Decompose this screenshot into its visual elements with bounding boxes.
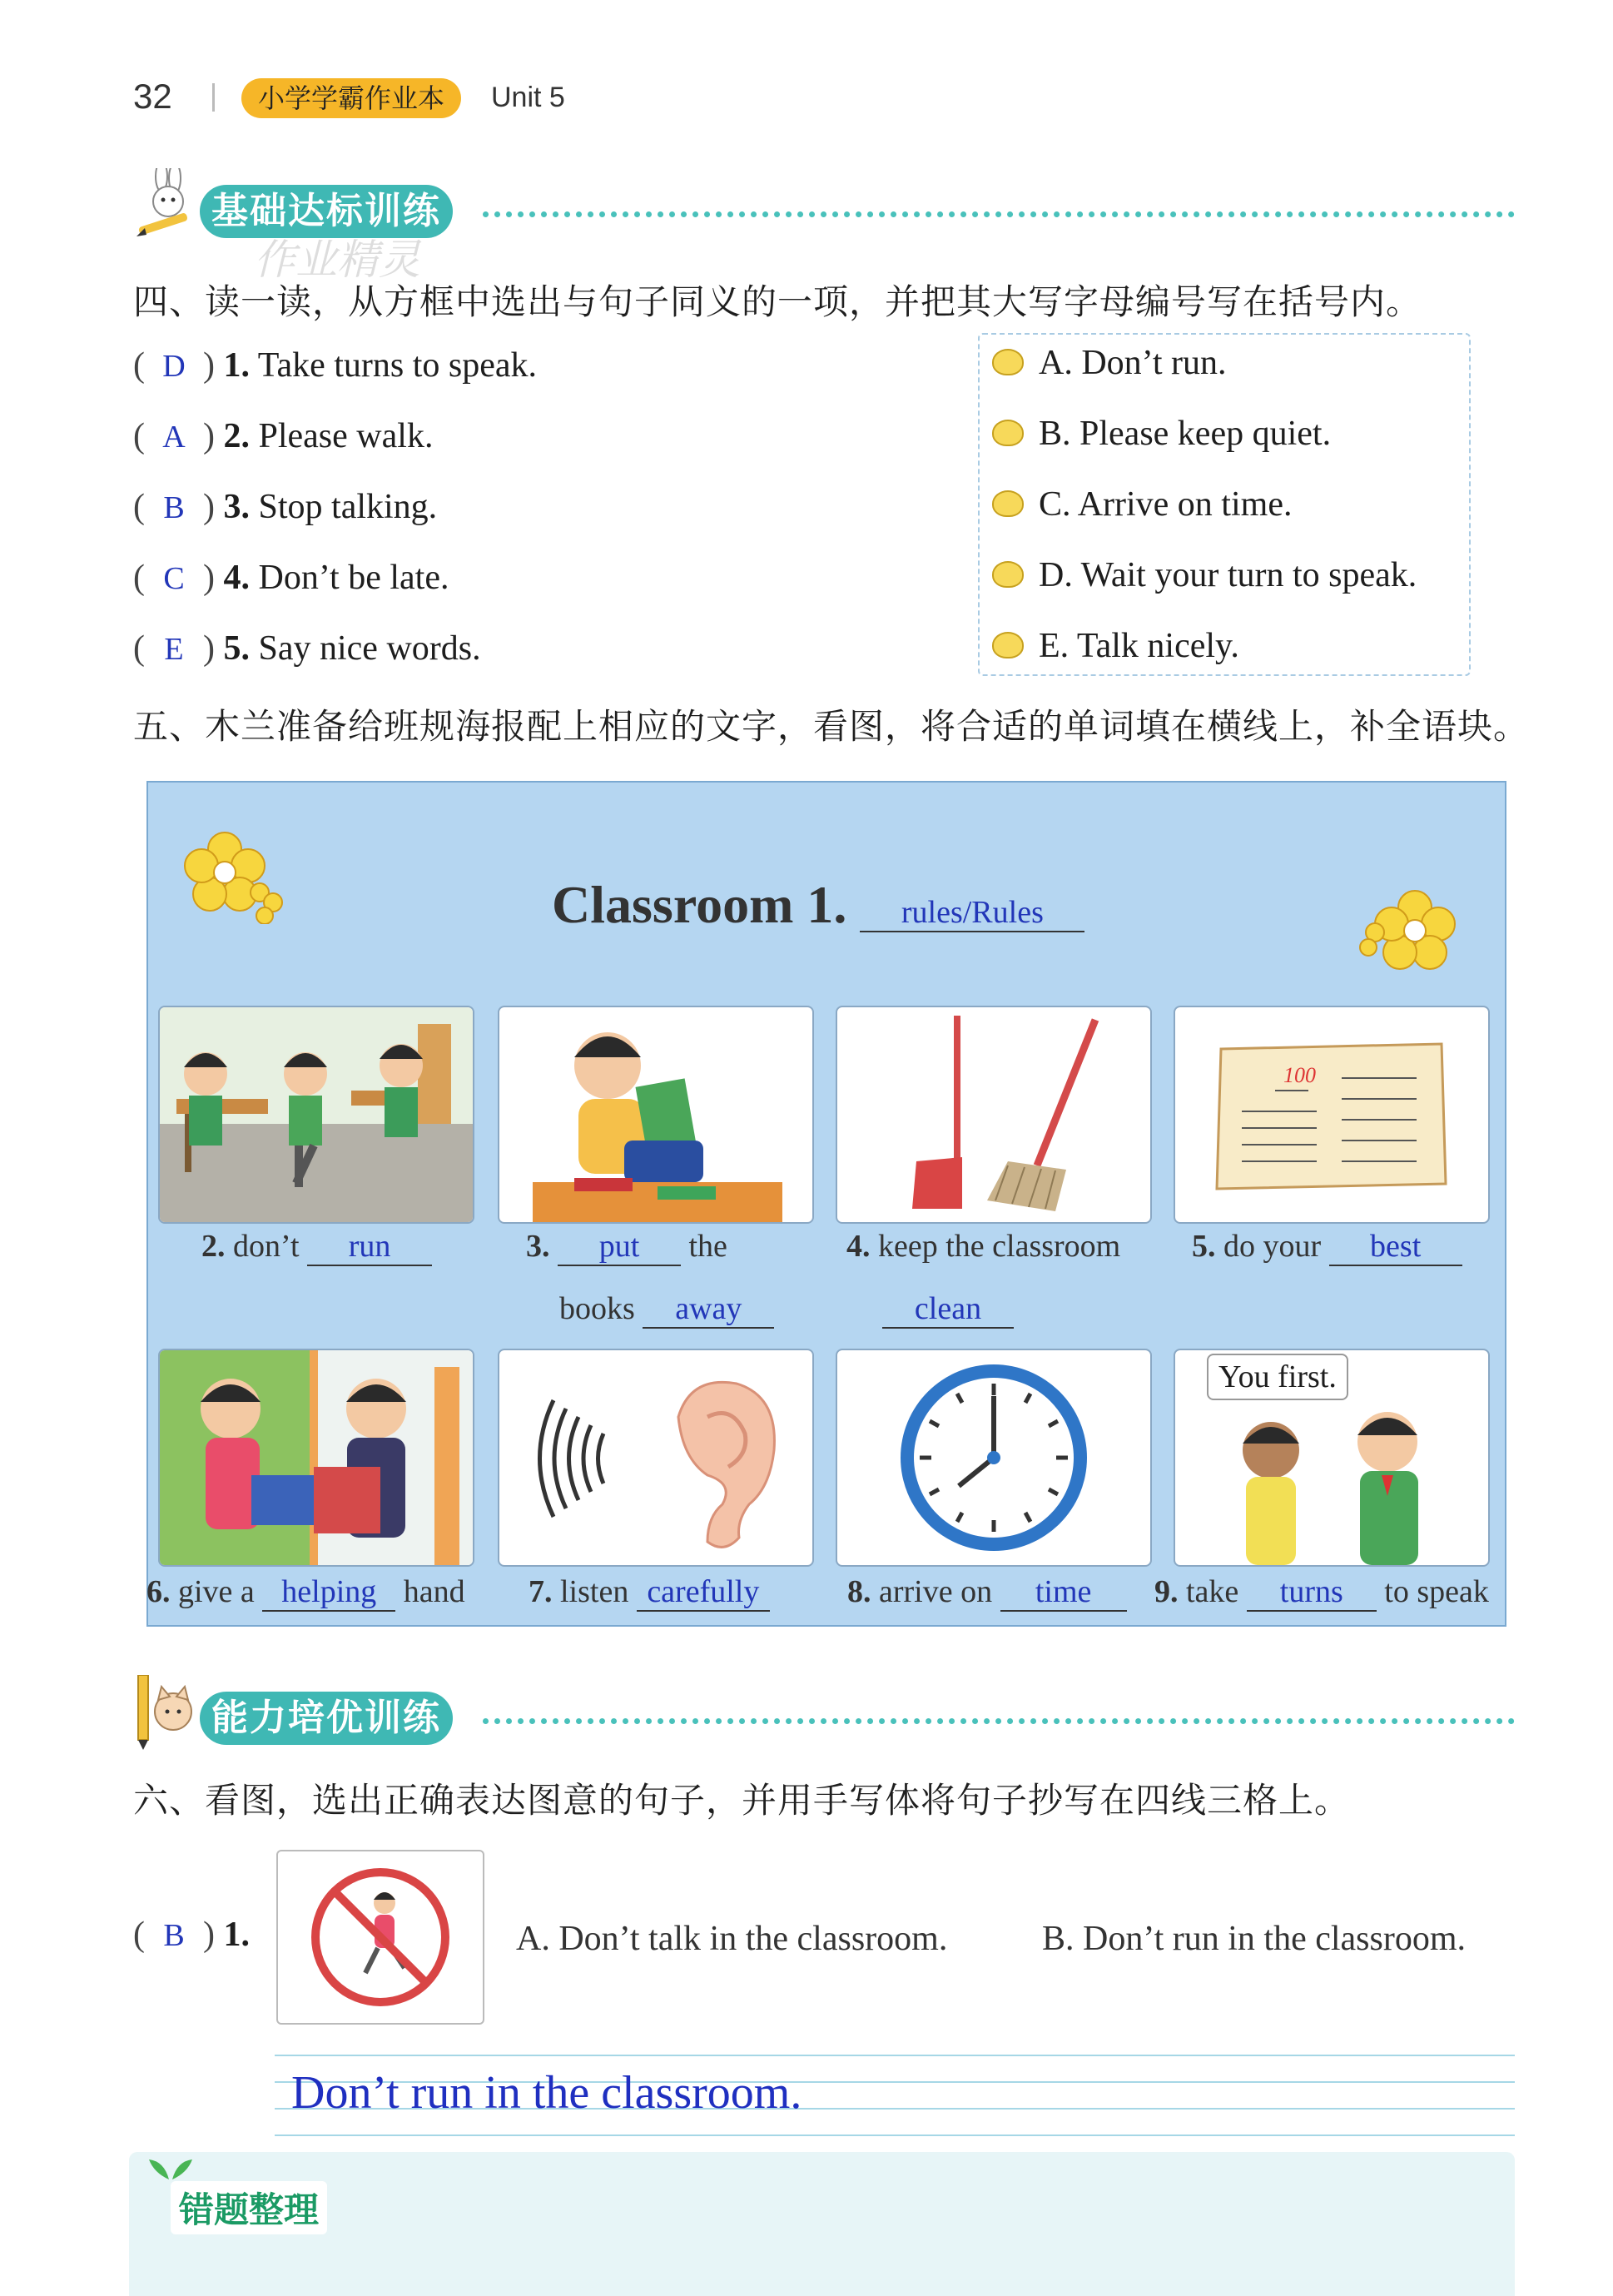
q4-item: ( B ) 3. Stop talking.	[133, 488, 438, 526]
answer-blank[interactable]: put	[558, 1228, 681, 1266]
chick-bullet-icon	[992, 349, 1024, 375]
q4-item: ( C ) 4. Don’t be late.	[133, 559, 449, 597]
q6-item: ( B ) 1.	[133, 1916, 250, 1954]
caption-3: 3. put the	[526, 1228, 727, 1266]
answer-blank[interactable]: helping	[262, 1573, 395, 1612]
chick-bullet-icon	[992, 632, 1024, 658]
q6-picture	[276, 1850, 484, 2025]
option-item: E. Talk nicely.	[992, 626, 1239, 666]
caption-7: 7. listen carefully	[529, 1573, 770, 1612]
caption-3-line2: books away	[559, 1290, 774, 1329]
poster-title: Classroom 1. rules/Rules	[552, 874, 1084, 936]
no-running-sign-icon	[278, 1851, 483, 2023]
q6-option-a[interactable]: A. Don’t talk in the classroom.	[516, 1920, 948, 1958]
error-notes-title: 错题整理	[171, 2181, 327, 2234]
header-divider	[212, 83, 215, 112]
broom-dustpan-illustration	[837, 1007, 1150, 1222]
test-paper-illustration	[1175, 1007, 1488, 1222]
q5-instruction: 五、木兰准备给班规海报配上相应的文字，看图，将合适的单词填在横线上，补全语块。	[133, 706, 1530, 747]
option-item: B. Please keep quiet.	[992, 414, 1331, 454]
clock-icon	[837, 1350, 1150, 1565]
caption-6: 6. give a helping hand	[146, 1573, 465, 1612]
page-number: 32	[133, 77, 172, 116]
ear-sound-waves-icon	[499, 1350, 812, 1565]
book-title-badge: 小学学霸作业本	[241, 78, 461, 118]
error-notes-area	[129, 2152, 1515, 2296]
caption-8: 8. arrive on time	[847, 1573, 1127, 1612]
q4-answer[interactable]: B	[163, 490, 185, 525]
picture-card-helping	[158, 1349, 474, 1567]
answer-blank[interactable]: clean	[882, 1290, 1014, 1329]
flower-icon	[1357, 882, 1465, 982]
caption-5: 5. do your best	[1192, 1228, 1462, 1266]
q4-item: ( E ) 5. Say nice words.	[133, 629, 481, 668]
children-helping-illustration	[160, 1350, 473, 1565]
dotted-rule	[483, 1718, 1515, 1724]
answer-blank[interactable]: best	[1329, 1228, 1462, 1266]
chick-bullet-icon	[992, 490, 1024, 517]
caption-9: 9. take turns to speak	[1154, 1573, 1489, 1612]
picture-card-clean	[836, 1006, 1152, 1224]
option-item: A. Don’t run.	[992, 343, 1227, 383]
writing-line	[275, 2134, 1515, 2136]
answer-blank[interactable]: away	[643, 1290, 774, 1329]
picture-card-time	[836, 1349, 1152, 1567]
leaf-icon	[146, 2156, 196, 2181]
section-title-advanced: 能力培优训练	[200, 1692, 453, 1745]
q4-item: ( A ) 2. Please walk.	[133, 417, 434, 455]
q4-answer[interactable]: A	[162, 420, 186, 455]
caption-4: 4. keep the classroom	[846, 1229, 1121, 1264]
q4-answer[interactable]: D	[162, 349, 186, 384]
caption-4-line2	[882, 1290, 1014, 1329]
speech-bubble: You first.	[1207, 1354, 1348, 1400]
dotted-rule	[483, 211, 1515, 217]
q4-instruction: 四、读一读，从方框中选出与句子同义的一项，并把其大写字母编号写在括号内。	[133, 281, 1422, 322]
svg-text:100: 100	[1283, 1063, 1316, 1087]
answer-blank[interactable]: carefully	[637, 1573, 770, 1612]
flower-icon	[175, 824, 283, 924]
boy-packing-books-illustration	[499, 1007, 812, 1222]
writing-line	[275, 2055, 1515, 2056]
chick-bullet-icon	[992, 420, 1024, 446]
q6-option-b[interactable]: B. Don’t run in the classroom.	[1042, 1920, 1467, 1958]
picture-card-best	[1174, 1006, 1490, 1224]
picture-card-run	[158, 1006, 474, 1224]
section-title-basic: 基础达标训练	[200, 185, 453, 238]
section-banner-advanced	[133, 1692, 1515, 1750]
rabbit-mascot-icon	[133, 168, 200, 243]
q6-instruction: 六、看图，选出正确表达图意的句子，并用手写体将句子抄写在四线三格上。	[133, 1780, 1351, 1821]
q4-answer[interactable]: E	[164, 632, 184, 667]
option-item: D. Wait your turn to speak.	[992, 555, 1417, 595]
handwritten-answer: Don’t run in the classroom.	[291, 2067, 802, 2119]
cat-pencil-mascot-icon	[133, 1675, 200, 1750]
q4-answer[interactable]: C	[163, 561, 185, 596]
picture-card-put-away	[498, 1006, 814, 1224]
children-running-illustration	[160, 1007, 473, 1222]
answer-blank[interactable]: turns	[1247, 1573, 1377, 1612]
q4-item: ( D ) 1. Take turns to speak.	[133, 346, 538, 385]
option-item: C. Arrive on time.	[992, 485, 1292, 524]
answer-blank[interactable]: run	[307, 1228, 432, 1266]
answer-blank[interactable]: rules/Rules	[860, 894, 1084, 932]
picture-card-listen	[498, 1349, 814, 1567]
caption-2: 2. don’t run	[201, 1228, 432, 1266]
watermark-text: 作业精灵	[254, 236, 420, 284]
chick-bullet-icon	[992, 561, 1024, 588]
q6-answer[interactable]: B	[163, 1918, 185, 1953]
answer-blank[interactable]: time	[1000, 1573, 1127, 1612]
unit-label: Unit 5	[491, 82, 565, 113]
four-line-writing-area[interactable]	[275, 2055, 1515, 2134]
